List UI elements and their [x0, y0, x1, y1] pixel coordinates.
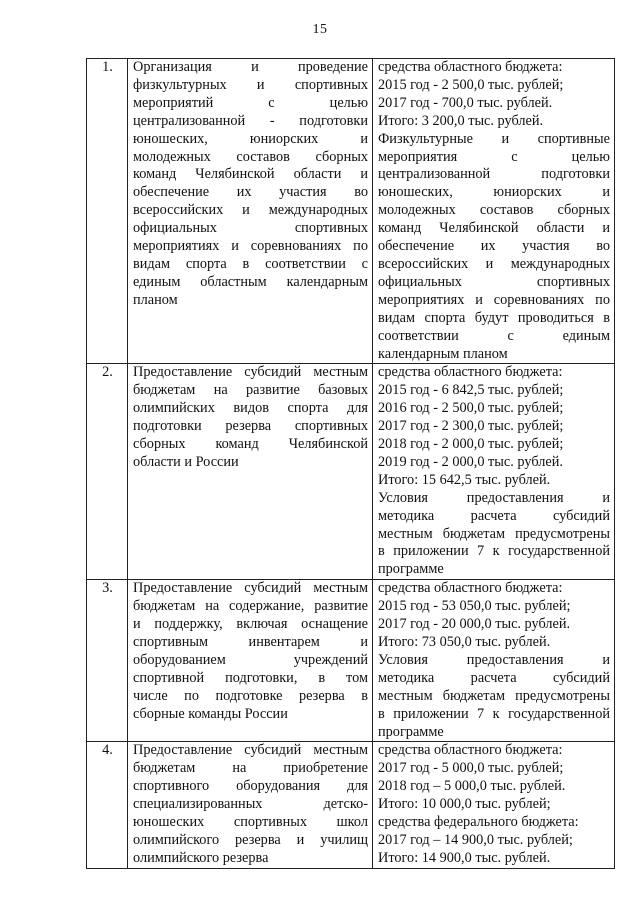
funding-text-line: 2015 год - 53 050,0 тыс. рублей; [378, 598, 571, 615]
activity-text-line: Предоставление субсидий местным [133, 364, 368, 381]
activity-cell [128, 364, 373, 580]
funding-text-line: централизованной подготовки [378, 166, 610, 183]
funding-cell [373, 580, 615, 742]
funding-text-line: 2018 год - 2 000,0 тыс. рублей; [378, 436, 564, 453]
activity-text-line: Организация и проведение [133, 59, 368, 75]
funding-text-line: соответствии с единым [378, 327, 610, 344]
activity-text-line: специализированных детско- [133, 796, 368, 813]
funding-text-line: 2016 год - 2 500,0 тыс. рублей; [378, 400, 564, 417]
row-number: 1. [102, 59, 113, 75]
funding-text-line: средства областного бюджета: [378, 364, 563, 381]
activity-text-line: бюджетам на приобретение [133, 760, 368, 777]
funding-text-line: молодежных составов сборных [378, 202, 610, 219]
funding-text-line: всероссийских и международных [378, 255, 610, 272]
activity-text-line: спортивного оборудования для [133, 778, 368, 795]
funding-cell [373, 742, 615, 868]
funding-text-line: местным бюджетам предусмотрены [378, 687, 610, 704]
funding-text-line: 2019 год - 2 000,0 тыс. рублей. [378, 453, 563, 470]
activity-text-line: юношеских, юниорских и [133, 130, 368, 147]
funding-text-line: команд Челябинской области и [378, 220, 610, 237]
activity-text-line: Предоставление субсидий местным [133, 742, 368, 759]
funding-text-line: 2017 год - 700,0 тыс. рублей. [378, 94, 553, 111]
funding-text-line: официальных спортивных [378, 273, 610, 290]
row-number-cell [87, 580, 128, 742]
activity-text-line: бюджетам на содержание, развитие [133, 598, 368, 615]
funding-text-line: Итого: 3 200,0 тыс. рублей. [378, 112, 544, 129]
funding-text-line: 2017 год - 5 000,0 тыс. рублей; [378, 760, 564, 777]
activity-text-line: видам спорта в соответствии с [133, 255, 368, 272]
activity-text-line: всероссийских и международных [133, 202, 368, 219]
activity-cell [128, 742, 373, 868]
row-number-cell [87, 742, 128, 868]
activity-text-line: централизованной - подготовки [133, 112, 368, 129]
funding-text-line: календарным планом [378, 345, 508, 362]
funding-text-line: 2015 год - 6 842,5 тыс. рублей; [378, 382, 564, 399]
funding-text-line: средства областного бюджета: [378, 580, 563, 597]
row-number-cell [87, 364, 128, 580]
funding-text-line: 2018 год – 5 000,0 тыс. рублей. [378, 778, 566, 795]
activity-text-line: сборные команды России [133, 705, 288, 722]
activity-text-line: мероприятий с целью [133, 94, 368, 111]
activity-text-line: спортивной подготовки, в том [133, 669, 368, 686]
funding-text-line: в приложении 7 к государственной [378, 705, 610, 722]
funding-text-line: юношеских, юниорских и [378, 184, 610, 201]
program-activities-table [86, 58, 615, 869]
funding-text-line: средства федерального бюджета: [378, 814, 579, 831]
funding-cell [373, 364, 615, 580]
funding-text-line: методика расчета субсидий [378, 507, 610, 524]
activity-text-line: официальных спортивных [133, 220, 368, 237]
funding-text-line: Условия предоставления и [378, 489, 610, 506]
activity-text-line: спортивным инвентарем и [133, 634, 368, 650]
activity-text-line: олимпийского резерва и училищ [133, 831, 368, 848]
funding-text-line: Физкультурные и спортивные [378, 130, 610, 147]
activity-text-line: мероприятиях и соревнованиях по [133, 238, 368, 255]
activity-text-line: олимпийского резерва [133, 849, 269, 866]
activity-text-line: подготовки резерва спортивных [133, 418, 368, 435]
activity-text-line: команд Челябинской области и [133, 166, 368, 183]
funding-cell [373, 59, 615, 364]
funding-text-line: Условия предоставления и [378, 651, 610, 668]
activity-text-line: юношеских спортивных школ [133, 814, 368, 831]
row-number: 4. [102, 742, 113, 759]
row-number: 2. [102, 364, 113, 381]
funding-text-line: 2015 год - 2 500,0 тыс. рублей; [378, 76, 564, 93]
activity-text-line: планом [133, 291, 178, 308]
funding-text-line: Итого: 14 900,0 тыс. рублей. [378, 849, 551, 866]
funding-text-line: средства областного бюджета: [378, 742, 563, 759]
row-number: 3. [102, 580, 113, 597]
funding-text-line: мероприятиях и соревнованиях по [378, 291, 610, 308]
funding-text-line: 2017 год - 2 300,0 тыс. рублей; [378, 418, 564, 435]
funding-text-line: программе [378, 561, 444, 578]
activity-cell [128, 580, 373, 742]
funding-text-line: методика расчета субсидий [378, 669, 610, 686]
activity-text-line: обеспечение их участия во [133, 184, 368, 201]
funding-text-line: Итого: 15 642,5 тыс. рублей. [378, 471, 551, 488]
activity-text-line: молодежных составов сборных [133, 148, 368, 165]
table-row [87, 580, 615, 742]
table-row [87, 59, 615, 364]
activity-text-line: бюджетам на развитие базовых [133, 382, 368, 399]
row-number-cell [87, 59, 128, 364]
funding-text-line: 2017 год – 14 900,0 тыс. рублей; [378, 831, 573, 848]
activity-cell [128, 59, 373, 364]
page-number: 15 [312, 22, 328, 37]
activity-text-line: физкультурных и спортивных [133, 76, 368, 93]
funding-text-line: Итого: 10 000,0 тыс. рублей; [378, 796, 551, 813]
activity-text-line: числе по подготовке резерва в [133, 687, 368, 704]
funding-text-line: видам спорта будут проводиться в [378, 309, 610, 326]
activity-text-line: Предоставление субсидий местным [133, 580, 368, 597]
activity-text-line: области и России [133, 453, 239, 470]
funding-text-line: местным бюджетам предусмотрены [378, 525, 610, 542]
activity-text-line: единым областным календарным [133, 273, 368, 290]
funding-text-line: 2017 год - 20 000,0 тыс. рублей. [378, 616, 571, 633]
activity-text-line: и поддержку, включая оснащение [133, 616, 368, 633]
table-row [87, 742, 615, 868]
funding-text-line: Итого: 73 050,0 тыс. рублей. [378, 634, 551, 650]
table-body [87, 59, 615, 869]
funding-text-line: программе [378, 723, 444, 740]
funding-text-line: мероприятия с целью [378, 148, 610, 165]
funding-text-line: в приложении 7 к государственной [378, 543, 610, 560]
funding-text-line: средства областного бюджета: [378, 59, 563, 75]
table-row [87, 364, 615, 580]
activity-text-line: сборных команд Челябинской [133, 436, 368, 453]
activity-text-line: олимпийских видов спорта для [133, 400, 368, 417]
activity-text-line: оборудованием учреждений [133, 651, 368, 668]
funding-text-line: обеспечение их участия во [378, 238, 610, 255]
